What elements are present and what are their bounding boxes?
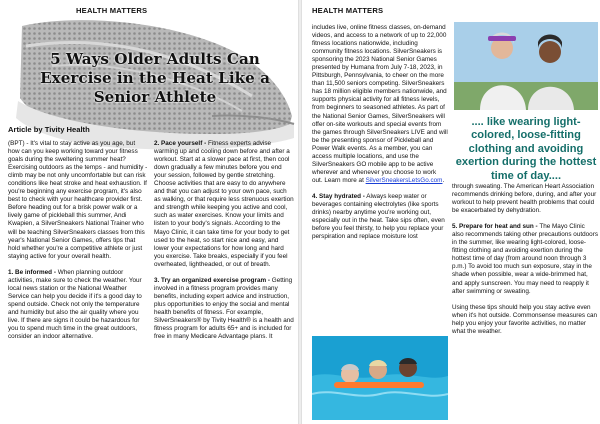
intro-paragraph: (BPT) - It's vital to stay active as you age, but how can you keep working toward your fitness goals during the sweltering summer heat? Exercising outdoors as the temps - and humidity - climb may be not only uncomfortable but can risk conditions like heat stroke and heat exhaustion. If you're beginning any exercise program, it's also best to check with your healthcare provider first. Before heading out for a brisk power walk or a lively game of pickleball this summer, Andi Kwapien, a SilverSneakers National Trainer who will be teaching SilverSneakers classes from this year's National Senior Games, offers tips that hold whether you're a competitive athlete or just staying active for your overall health. xyxy=(8,140,148,260)
hydration-continued: through sweating. The American Heart Association recommends drinking before, during, and after your workout to help prevent health problems that could be exacerbated by dehydration. xyxy=(452,183,597,215)
tip-5-text: The Mayo Clinic also recommends taking other precautions outdoors in the summer, like wearing light-colored, loose-fitting clothing and avoiding exertion during the hottest time of day (from around noon through 3 p.m.) To avoid too much sun exposure, stay in the shade when possible, wear a wide-brimmed hat, and apply sunscreen. You may need to reapply it after swimming or sweating. xyxy=(452,223,598,295)
closing-paragraph: Using these tips should help you stay active even when it's hot outside. Commonsense measures can help you enjoy your favorite activities, no matter what the weather. xyxy=(452,303,598,335)
article-title: 5 Ways Older Adults Can Exercise in the Heat Like a Senior Athlete xyxy=(40,50,270,106)
text-column-2 xyxy=(154,140,294,349)
tip-3 xyxy=(154,277,294,341)
program-text-end: . xyxy=(442,176,445,184)
tip-1 xyxy=(8,269,148,341)
text-column-1 xyxy=(8,140,148,349)
right-page xyxy=(302,0,600,424)
program-text: includes live, online fitness classes, on-demand videos, and access to a network of up to 22,000 fitness locations nationwide, including community fitness locations. SilverSneakers is sponsoring the 2023 National Senior Games presented by Humana from July 7-18, 2023, in Pittsburgh, Pennsylvania, to cheer on the more than 11,500 seniors competing. SilverSneakers has 18 million eligible members nationwide, and supports physical activity for all fitness levels, from beginners to seasoned athletes. As part of the National Senior Games, SilverSneakers will offer on-site workouts and special events from the games through SilverSneakers LIVE and will be the presenting sponsor of Pickleball and Power Walk events. As a member, you can access multiple locations, and use the SilverSneakers GO mobile app to be active wherever and whenever you choose to work out. Learn more at xyxy=(312,24,448,184)
pool-photo xyxy=(312,336,448,420)
program-paragraph xyxy=(312,24,448,185)
text-column-4 xyxy=(452,183,598,344)
tip-2-text: Fitness experts advise warming up and cooling down before and after a workout. Start at a slower pace at first, then cool down gradually a few minutes before you end your session, followed by gentle stretching. Choose activities that are easy to do anywhere and that you can adjust to your own pace, such as walking, or that require less strenuous exertion and strength while keeping you active and cool, such as water exercises. Know your limits and listen to your body's signals. According to the Mayo Clinic, it can take time for your body to get used to the heat, so start nice and easy, and lower your expectations for how long and hard you exercise. Take breaks, especially if you feel overheated, lightheaded, or out of breath. xyxy=(154,140,294,268)
text-column-3 xyxy=(312,24,448,249)
tip-3-lead: 3. Try an organized exercise program - xyxy=(154,276,270,284)
tip-5-lead: 5. Prepare for heat and sun - xyxy=(452,223,538,231)
tip-3-text: Getting involved in a fitness program provides many benefits, including expert advice and instruction, plus opportunities to enjoy the social and mental health benefits of fitness. For example, SilverSneakers® by Tivity Health® is a health and fitness program for adults 65+ and is included for free in many Medicare Advantage plans. It xyxy=(154,276,294,341)
tip-4 xyxy=(312,193,448,241)
tip-2 xyxy=(154,140,294,269)
section-header: HEALTH MATTERS xyxy=(76,6,148,15)
tip-5 xyxy=(452,223,598,295)
pull-quote: .... like wearing light-colored, loose-fitting clothing and avoiding exertion during the hottest time of day.... xyxy=(455,116,597,182)
section-header: HEALTH MATTERS xyxy=(312,6,384,15)
seniors-photo xyxy=(454,22,598,110)
left-page xyxy=(0,0,298,424)
tip-1-lead: 1. Be informed - xyxy=(8,268,56,276)
tip-4-text: Always keep water or beverages containing electrolytes (like sports drinks) nearby anytime you're working out, especially out in the heat. Take sips often, even before you feel thirsty, to help you replace your perspiration and replace moisture lost xyxy=(312,192,445,241)
tip-4-lead: 4. Stay hydrated - xyxy=(312,192,365,200)
byline: Article by Tivity Health xyxy=(8,125,90,134)
silversneakers-link[interactable]: SilverSneakersLetsGo.com xyxy=(365,176,443,184)
tip-1-text: When planning outdoor activities, make sure to check the weather. Your local news station or the National Weather Service can help you decide if it's a good day to spend outside. Check not only the temperature and humidity but also the air quality where you live. If there are signs it could be hazardous for you to spend much time in the great outdoors, consider an indoor alternative. xyxy=(8,268,142,341)
tip-2-lead: 2. Pace yourself - xyxy=(154,140,207,147)
